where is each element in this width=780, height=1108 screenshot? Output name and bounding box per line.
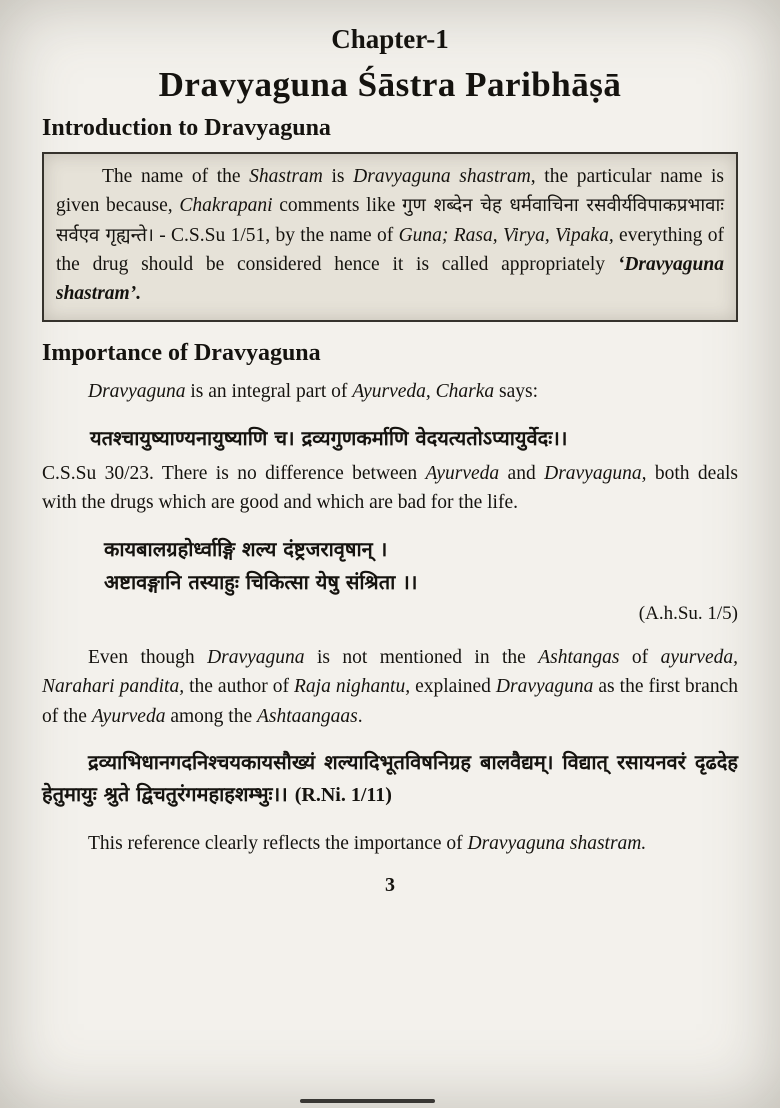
page-title: Dravyaguna Śāstra Paribhāṣā	[158, 65, 622, 104]
chapter-label: Chapter-1	[331, 24, 449, 54]
sanskrit-line-charaka: यतश्चायुष्याण्यनायुष्याणि च। द्रव्यगुणकर्माणि वेदयत्यतोऽप्यायुर्वेदः।।	[90, 425, 568, 450]
citation-ashtanga-hridaya: (A.h.Su. 1/5)	[638, 603, 738, 624]
paragraph-even-though: Even though Dravyaguna is not mentioned in the Ashtangas of ayurveda, Narahari pandita, the author of Raja nighantu, explained Dravyaguna as the first branch of the Ayurveda among the Ashtaangaas.	[42, 647, 738, 727]
paragraph-reference: This reference clearly reflects the importance of Dravyaguna shastram.	[88, 832, 647, 854]
paragraph-no-difference: C.S.Su 30/23. There is no difference between Ayurveda and Dravyaguna, both deals with the drugs which are good and which are bad for the life.	[42, 462, 738, 513]
definition-box	[42, 152, 738, 322]
section-heading-importance: Importance of Dravyaguna	[42, 340, 321, 367]
verse-ashtanga-line-2: अष्टावङ्गानि तस्याहुः चिकित्सा येषु संश्रिता ।।	[104, 570, 418, 594]
verse-ashtanga	[104, 533, 738, 599]
verse-ashtanga-line-1: कायबालग्रहोर्ध्वाङ्गि शल्य दंष्ट्रजरावृषान् ।	[104, 537, 388, 561]
scan-artifact-line	[300, 1099, 435, 1103]
sanskrit-verse-raja-nighantu: द्रव्याभिधानगदनिश्चयकायसौख्यं शल्यादिभूतविषनिग्रह बालवैद्यम्। विद्यात् रसायनवरं दृढदेह हेतुमायुः श्रुते द्विचतुरंगमहाहशम्भुः।। (R.Ni. 1/11)	[42, 749, 738, 806]
section-heading-introduction: Introduction to Dravyaguna	[42, 115, 331, 141]
paragraph-dravyaguna-integral: Dravyaguna is an integral part of Ayurveda, Charka says:	[88, 381, 539, 403]
page-number: 3	[385, 874, 395, 896]
definition-paragraph: The name of the Shastram is Dravyaguna shastram, the particular name is given because, Chakrapani comments like गुण शब्देन चेह धर्मवाचिना रसवीर्यविपाकप्रभावाः सर्वएव गृह्यन्ते। - C.S.Su 1/51, by the name of Guna; Rasa, Virya, Vipaka, everything of the drug should be considered hence it is called appropriately ‘Dravyaguna shastram’.	[56, 166, 725, 304]
